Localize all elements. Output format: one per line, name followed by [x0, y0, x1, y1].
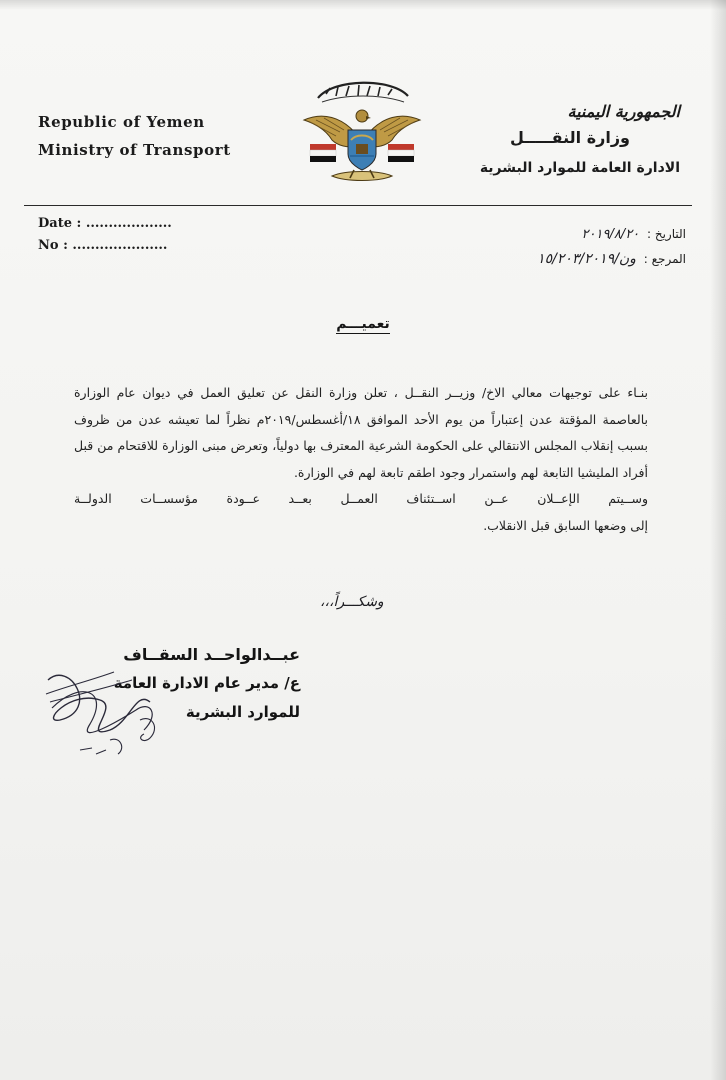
yemen-emblem-icon	[296, 72, 428, 194]
english-meta	[38, 213, 172, 257]
date-field-en: Date : ...................	[38, 216, 172, 231]
ministry-name-ar: وزارة النقـــــل	[509, 128, 630, 147]
country-name-ar: الجمهورية اليمنية	[567, 102, 680, 121]
date-field-ar	[486, 222, 686, 247]
handwritten-signature-icon	[40, 650, 190, 770]
country-name-en: Republic of Yemen	[38, 113, 205, 131]
department-name-ar: الادارة العامة للموارد البشرية	[479, 160, 680, 176]
closing-line-2: إلى وضعها السابق قبل الانقلاب.	[483, 517, 648, 533]
reference-field-ar	[486, 247, 686, 271]
reference-label-ar: المرجع :	[643, 252, 686, 266]
ministry-name-en: Ministry of Transport	[38, 141, 231, 159]
document-body	[74, 380, 648, 539]
arabic-letterhead	[420, 100, 680, 180]
number-field-en: No : .....................	[38, 238, 168, 253]
signatory-department: للموارد البشرية	[185, 703, 300, 721]
reference-value-ar: ون/١٥/٢٠٣/٢٠١٩	[537, 251, 636, 267]
english-letterhead	[38, 108, 231, 164]
date-value-ar: ٢٠١٩/٨/٢٠	[581, 227, 640, 242]
signatory-title: ع/ مدير عام الادارة العامة	[113, 674, 300, 692]
date-label-ar: التاريخ :	[646, 227, 686, 241]
document-title: تعميـــم	[336, 316, 390, 332]
body-paragraph: بنـاء على توجيهات معالي الاخ/ وزيــر النقــل ، تعلن وزارة النقل عن تعليق العمل في ديوان عام الوزارة بالعاصمة المؤقتة عدن إعتباراً من يوم الأحد الموافق ١٨/أغسطس/٢٠١٩م نظراً لما تعيشه عدن من ظروف بسبب إنقلاب المجلس الانتقالي على الحكومة الشرعية المعترف بها دولياً، وتعرض مبنى الوزارة للاقتحام من قبل أفراد المليشيا التابعة لهم واستمرار وجود اطقم تابعة لهم في الوزارة.	[74, 385, 648, 480]
header-divider	[24, 205, 692, 206]
arabic-meta	[486, 222, 686, 271]
scan-shadow-top	[0, 0, 726, 10]
closing-line-1: وســيتم الإعــلان عــن اســتئناف العمــل بعــد عــودة مؤسســات الدولــة	[74, 491, 648, 506]
scan-shadow-right	[710, 0, 726, 1080]
thanks-note: وشكـــراً،،،	[320, 594, 384, 610]
signatory-name: عبــدالواحــد السقــاف	[123, 645, 300, 664]
